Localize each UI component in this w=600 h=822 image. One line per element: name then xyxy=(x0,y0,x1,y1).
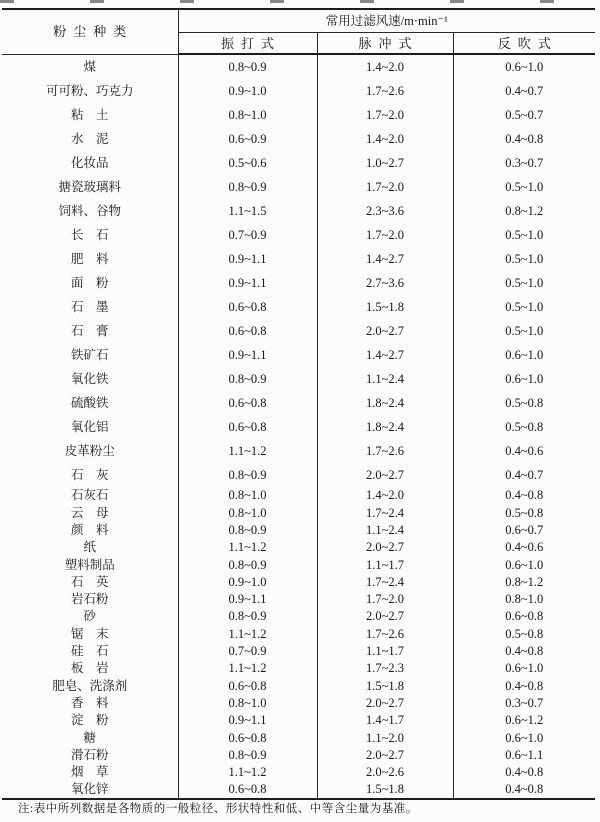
dust-type-cell: 面 粉 xyxy=(2,271,178,295)
velocity-value-cell: 1.1~1.7 xyxy=(317,643,453,660)
dust-type-cell: 香 料 xyxy=(2,695,178,712)
table-row xyxy=(2,556,595,573)
velocity-value-cell: 0.5~1.0 xyxy=(505,227,544,242)
scan-edge-artifact xyxy=(0,0,600,3)
velocity-value-cell: 0.6~0.8 xyxy=(178,677,317,694)
table-row xyxy=(2,223,595,247)
velocity-value-cell: 0.8~1.0 xyxy=(178,504,317,521)
velocity-value-cell: 0.9~1.1 xyxy=(178,247,317,271)
dust-type-cell: 云 母 xyxy=(2,504,178,521)
velocity-value-cell: 1.1~1.2 xyxy=(178,660,317,677)
table-row xyxy=(2,367,595,391)
velocity-value-cell: 1.8~2.4 xyxy=(317,391,453,415)
velocity-value-cell: 1.7~2.0 xyxy=(317,103,453,127)
velocity-value-cell: 1.5~1.8 xyxy=(317,295,453,319)
velocity-value-cell: 0.7~0.9 xyxy=(178,223,317,247)
table-row xyxy=(2,695,595,712)
dust-type-cell: 石 英 xyxy=(2,573,178,590)
velocity-value-cell: 0.5~1.0 xyxy=(505,299,544,314)
table-row xyxy=(2,625,595,642)
velocity-value-cell: 1.1~2.0 xyxy=(317,729,453,746)
dust-type-cell: 水 泥 xyxy=(2,127,178,151)
table-row xyxy=(2,343,595,367)
velocity-value-cell: 0.8~1.0 xyxy=(178,695,317,712)
velocity-value-cell: 0.8~0.9 xyxy=(178,522,317,539)
velocity-value-cell: 1.1~2.4 xyxy=(317,367,453,391)
velocity-value-cell: 0.4~0.8 xyxy=(505,644,544,659)
table-row xyxy=(2,271,595,295)
table-footnote: 注:表中所列数据是各物质的一般粒径、形状特性和低、中等含尘量为基准。 xyxy=(18,803,418,815)
velocity-value-cell: 2.3~3.6 xyxy=(317,199,453,223)
velocity-value-cell: 1.1~2.4 xyxy=(317,522,453,539)
dust-type-cell: 煤 xyxy=(2,54,178,79)
velocity-value-cell: 0.8~1.2 xyxy=(505,203,544,218)
table-row xyxy=(2,79,595,103)
dust-type-cell: 皮革粉尘 xyxy=(2,439,178,463)
table-row xyxy=(2,415,595,439)
velocity-value-cell: 1.1~1.5 xyxy=(178,199,317,223)
velocity-value-cell: 0.6~0.8 xyxy=(178,729,317,746)
velocity-value-cell: 0.8~0.9 xyxy=(178,608,317,625)
table-row xyxy=(2,151,595,175)
table-row xyxy=(2,591,595,608)
velocity-value-cell: 1.4~1.7 xyxy=(317,712,453,729)
table-row xyxy=(2,295,595,319)
table-row xyxy=(2,247,595,271)
velocity-value-cell: 1.7~2.6 xyxy=(317,439,453,463)
dust-type-cell: 砂 xyxy=(2,608,178,625)
table-row xyxy=(2,539,595,556)
velocity-value-cell: 1.5~1.8 xyxy=(317,781,453,799)
dust-type-cell: 肥 料 xyxy=(2,247,178,271)
velocity-value-cell: 0.4~0.8 xyxy=(505,131,544,146)
velocity-value-cell: 0.6~1.0 xyxy=(505,59,544,74)
velocity-value-cell: 1.7~2.6 xyxy=(317,79,453,103)
velocity-value-cell: 0.4~0.8 xyxy=(505,782,544,797)
dust-type-cell: 淀 粉 xyxy=(2,712,178,729)
dust-type-cell: 铁矿石 xyxy=(2,343,178,367)
table-row xyxy=(2,573,595,590)
velocity-value-cell: 0.4~0.8 xyxy=(505,488,544,503)
velocity-value-cell: 1.1~1.7 xyxy=(317,556,453,573)
table-row xyxy=(2,781,595,799)
velocity-value-cell: 0.6~1.0 xyxy=(505,661,544,676)
velocity-value-cell: 1.7~2.3 xyxy=(317,660,453,677)
dust-type-cell: 糖 xyxy=(2,729,178,746)
dust-type-cell: 粘 土 xyxy=(2,103,178,127)
velocity-value-cell: 0.6~0.8 xyxy=(178,391,317,415)
dust-type-cell: 硅 石 xyxy=(2,643,178,660)
velocity-value-cell: 2.0~2.6 xyxy=(317,764,453,781)
velocity-value-cell: 1.1~1.2 xyxy=(178,764,317,781)
dust-type-cell: 烟 草 xyxy=(2,764,178,781)
dust-type-cell: 石 膏 xyxy=(2,319,178,343)
table-row xyxy=(2,487,595,504)
velocity-value-cell: 0.4~0.7 xyxy=(505,83,544,98)
table-row xyxy=(2,319,595,343)
velocity-value-cell: 1.0~2.7 xyxy=(317,151,453,175)
velocity-value-cell: 0.4~0.6 xyxy=(505,443,544,458)
velocity-value-cell: 0.4~0.7 xyxy=(505,467,544,482)
dust-type-cell: 纸 xyxy=(2,539,178,556)
velocity-value-cell: 0.5~0.8 xyxy=(505,419,544,434)
velocity-value-cell: 0.5~0.6 xyxy=(178,151,317,175)
velocity-value-cell: 0.5~0.7 xyxy=(505,107,544,122)
velocity-value-cell: 2.0~2.7 xyxy=(317,319,453,343)
column-header-dust-type: 粉尘种类 xyxy=(2,9,178,54)
dust-type-cell: 石灰石 xyxy=(2,487,178,504)
dust-type-cell: 化妆品 xyxy=(2,151,178,175)
velocity-value-cell: 0.6~1.1 xyxy=(505,747,544,762)
velocity-value-cell: 0.8~0.9 xyxy=(178,463,317,487)
velocity-value-cell: 1.7~2.0 xyxy=(317,223,453,247)
velocity-value-cell: 0.4~0.6 xyxy=(505,540,544,555)
table-row xyxy=(2,103,595,127)
velocity-value-cell: 0.8~0.9 xyxy=(178,556,317,573)
dust-type-cell: 滑石粉 xyxy=(2,746,178,763)
velocity-value-cell: 0.5~0.8 xyxy=(505,505,544,520)
table-row xyxy=(2,54,595,79)
dust-type-cell: 饲料、谷物 xyxy=(2,199,178,223)
dust-type-cell: 氧化铁 xyxy=(2,367,178,391)
table-row xyxy=(2,127,595,151)
velocity-value-cell: 0.6~1.2 xyxy=(505,713,544,728)
velocity-value-cell: 0.4~0.8 xyxy=(505,765,544,780)
dust-type-cell: 岩石粉 xyxy=(2,591,178,608)
dust-type-cell: 长 石 xyxy=(2,223,178,247)
velocity-value-cell: 0.5~1.0 xyxy=(505,251,544,266)
table-row xyxy=(2,522,595,539)
column-header-filtration-velocity: 常用过滤风速/m·min⁻¹ xyxy=(178,9,595,33)
velocity-value-cell: 0.5~1.0 xyxy=(505,179,544,194)
velocity-value-cell: 0.8~1.0 xyxy=(178,103,317,127)
table-row xyxy=(2,391,595,415)
dust-type-cell: 颜 料 xyxy=(2,522,178,539)
column-header-shaking-type: 振打式 xyxy=(178,33,317,55)
velocity-value-cell: 1.7~2.0 xyxy=(317,175,453,199)
velocity-value-cell: 0.6~0.9 xyxy=(178,127,317,151)
velocity-value-cell: 0.9~1.1 xyxy=(178,343,317,367)
velocity-value-cell: 0.6~0.8 xyxy=(505,609,544,624)
velocity-value-cell: 1.5~1.8 xyxy=(317,677,453,694)
dust-type-cell: 氧化铝 xyxy=(2,415,178,439)
dust-type-cell: 石 墨 xyxy=(2,295,178,319)
velocity-value-cell: 0.3~0.7 xyxy=(505,695,544,710)
velocity-value-cell: 0.6~1.0 xyxy=(505,371,544,386)
velocity-value-cell: 0.4~0.8 xyxy=(505,678,544,693)
velocity-value-cell: 2.0~2.7 xyxy=(317,463,453,487)
velocity-value-cell: 1.1~1.2 xyxy=(178,439,317,463)
velocity-value-cell: 0.8~0.9 xyxy=(178,54,317,79)
velocity-value-cell: 0.9~1.1 xyxy=(178,271,317,295)
velocity-value-cell: 0.9~1.1 xyxy=(178,712,317,729)
table-row xyxy=(2,643,595,660)
velocity-value-cell: 0.6~1.0 xyxy=(505,730,544,745)
velocity-value-cell: 0.5~1.0 xyxy=(505,323,544,338)
velocity-value-cell: 0.7~0.9 xyxy=(178,643,317,660)
column-header-pulse-type: 脉冲式 xyxy=(317,33,453,55)
table-body xyxy=(2,54,595,799)
velocity-value-cell: 1.4~2.7 xyxy=(317,247,453,271)
dust-filtration-velocity-table xyxy=(2,8,595,800)
table-row xyxy=(2,712,595,729)
velocity-value-cell: 0.3~0.7 xyxy=(505,155,544,170)
table-row xyxy=(2,463,595,487)
velocity-value-cell: 2.0~2.7 xyxy=(317,695,453,712)
velocity-value-cell: 0.5~1.0 xyxy=(505,275,544,290)
velocity-value-cell: 0.9~1.0 xyxy=(178,573,317,590)
dust-type-cell: 可可粉、巧克力 xyxy=(2,79,178,103)
velocity-value-cell: 1.7~2.4 xyxy=(317,504,453,521)
dust-type-cell: 氧化锌 xyxy=(2,781,178,799)
velocity-value-cell: 1.4~2.0 xyxy=(317,487,453,504)
velocity-value-cell: 2.0~2.7 xyxy=(317,608,453,625)
velocity-value-cell: 0.8~0.9 xyxy=(178,175,317,199)
velocity-value-cell: 0.8~1.0 xyxy=(178,487,317,504)
velocity-value-cell: 1.4~2.7 xyxy=(317,343,453,367)
velocity-value-cell: 0.8~1.2 xyxy=(505,574,544,589)
dust-type-cell: 硫酸铁 xyxy=(2,391,178,415)
velocity-value-cell: 2.0~2.7 xyxy=(317,539,453,556)
velocity-value-cell: 0.6~0.8 xyxy=(178,781,317,799)
header-row-group xyxy=(2,9,595,33)
velocity-value-cell: 1.7~2.6 xyxy=(317,625,453,642)
velocity-value-cell: 1.1~1.2 xyxy=(178,539,317,556)
velocity-value-cell: 1.7~2.4 xyxy=(317,573,453,590)
velocity-value-cell: 1.4~2.0 xyxy=(317,54,453,79)
dust-type-cell: 塑料制品 xyxy=(2,556,178,573)
velocity-value-cell: 1.8~2.4 xyxy=(317,415,453,439)
velocity-value-cell: 1.4~2.0 xyxy=(317,127,453,151)
table-row xyxy=(2,746,595,763)
velocity-value-cell: 0.8~0.9 xyxy=(178,746,317,763)
velocity-value-cell: 2.7~3.6 xyxy=(317,271,453,295)
table-head xyxy=(2,9,595,54)
table-row xyxy=(2,677,595,694)
dust-type-cell: 石 灰 xyxy=(2,463,178,487)
velocity-value-cell: 0.9~1.0 xyxy=(178,79,317,103)
velocity-value-cell: 1.7~2.0 xyxy=(317,591,453,608)
table-row xyxy=(2,608,595,625)
table-row xyxy=(2,199,595,223)
column-header-reverse-blow-type: 反吹式 xyxy=(453,33,595,55)
table-row xyxy=(2,729,595,746)
table-row xyxy=(2,175,595,199)
velocity-value-cell: 0.8~1.0 xyxy=(505,592,544,607)
dust-type-cell: 板 岩 xyxy=(2,660,178,677)
velocity-value-cell: 0.6~1.0 xyxy=(505,347,544,362)
table-row xyxy=(2,504,595,521)
velocity-value-cell: 0.5~0.8 xyxy=(505,395,544,410)
velocity-value-cell: 0.8~0.9 xyxy=(178,367,317,391)
velocity-value-cell: 0.9~1.1 xyxy=(178,591,317,608)
velocity-value-cell: 1.1~1.2 xyxy=(178,625,317,642)
dust-type-cell: 锯 末 xyxy=(2,625,178,642)
table-row xyxy=(2,439,595,463)
velocity-value-cell: 0.6~0.7 xyxy=(505,522,544,537)
velocity-value-cell: 0.6~1.0 xyxy=(505,557,544,572)
table-row xyxy=(2,764,595,781)
velocity-value-cell: 0.6~0.8 xyxy=(178,295,317,319)
dust-type-cell: 搪瓷玻璃料 xyxy=(2,175,178,199)
velocity-value-cell: 0.5~0.8 xyxy=(505,626,544,641)
velocity-value-cell: 0.6~0.8 xyxy=(178,319,317,343)
velocity-value-cell: 2.0~2.7 xyxy=(317,746,453,763)
dust-type-cell: 肥皂、洗涤剂 xyxy=(2,677,178,694)
table-row xyxy=(2,660,595,677)
velocity-value-cell: 0.6~0.8 xyxy=(178,415,317,439)
